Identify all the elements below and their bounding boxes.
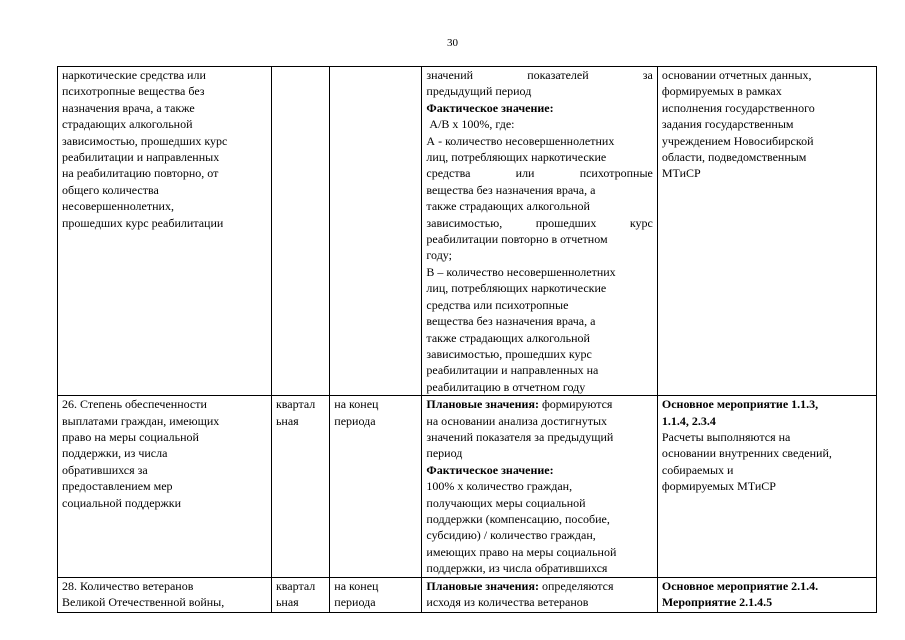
indicator-name-cell: наркотические средства или психотропные вещества без назначения врача, а также страдающих алкогольной зависимостью, прошедших курс реабилитации и направленных на реабилитацию повторно, от общего количества несовершеннолетних, прошедших курс реабилитации	[58, 67, 272, 396]
period-cell: на конец периода	[330, 396, 422, 577]
indicator-name-cell: 26. Степень обеспеченности выплатами граждан, имеющих право на меры социальной поддержки, из числа обратившихся за предоставлением мер социальной поддержки	[58, 396, 272, 577]
calculation-method-cell: Плановые значения: определяются исходя из количества ветеранов	[422, 577, 657, 612]
period-cell	[330, 67, 422, 396]
plan-values-heading: Плановые значения:	[426, 578, 539, 593]
page-number: 30	[447, 37, 458, 49]
actual-value-heading: Фактическое значение:	[426, 100, 554, 115]
calculation-method-cell: Плановые значения: формируются на основании анализа достигнутых значений показателя за предыдущий период Фактическое значение: 100% х количество граждан, получающих меры социальной поддержки (компенсацию, пособие, субсидию) / количество граждан, имеющих право на меры социальной поддержки, из числа обратившихся	[422, 396, 657, 577]
plan-values-heading: Плановые значения:	[426, 397, 539, 412]
period-cell: на конец периода	[330, 577, 422, 612]
table-row	[58, 577, 877, 612]
table-row	[58, 67, 877, 396]
data-source-cell: Основное мероприятие 2.1.4. Мероприятие 2.1.4.5	[657, 577, 876, 612]
periodicity-cell: квартал ьная	[271, 577, 329, 612]
actual-value-heading: Фактическое значение:	[426, 462, 554, 477]
indicator-name-cell: 28. Количество ветеранов Великой Отечественной войны,	[58, 577, 272, 612]
table-row	[58, 396, 877, 577]
periodicity-cell	[271, 67, 329, 396]
periodicity-cell: квартал ьная	[271, 396, 329, 577]
indicator-table	[57, 66, 877, 613]
data-source-cell: основании отчетных данных, формируемых в рамках исполнения государственного задания государственным учреждением Новосибирской области, подведомственным МТиСР	[657, 67, 876, 396]
calculation-method-cell: значений показателей за предыдущий период Фактическое значение: А/В х 100%, где: А - количество несовершеннолетних лиц, потребляющих наркотические средства или психотропные вещества без назначения врача, а также страдающих алкогольной зависимостью, прошедших курс реабилитации повторно в отчетном году; В – количество несовершеннолетних лиц, потребляющих наркотические средства или психотропные вещества без назначения врача, а также страдающих алкогольной зависимостью, прошедших курс реабилитации и направленных на реабилитацию в отчетном году	[422, 67, 657, 396]
data-source-cell: Основное мероприятие 1.1.3, 1.1.4, 2.3.4 Расчеты выполняются на основании внутренних сведений, собираемых и формируемых МТиСР	[657, 396, 876, 577]
